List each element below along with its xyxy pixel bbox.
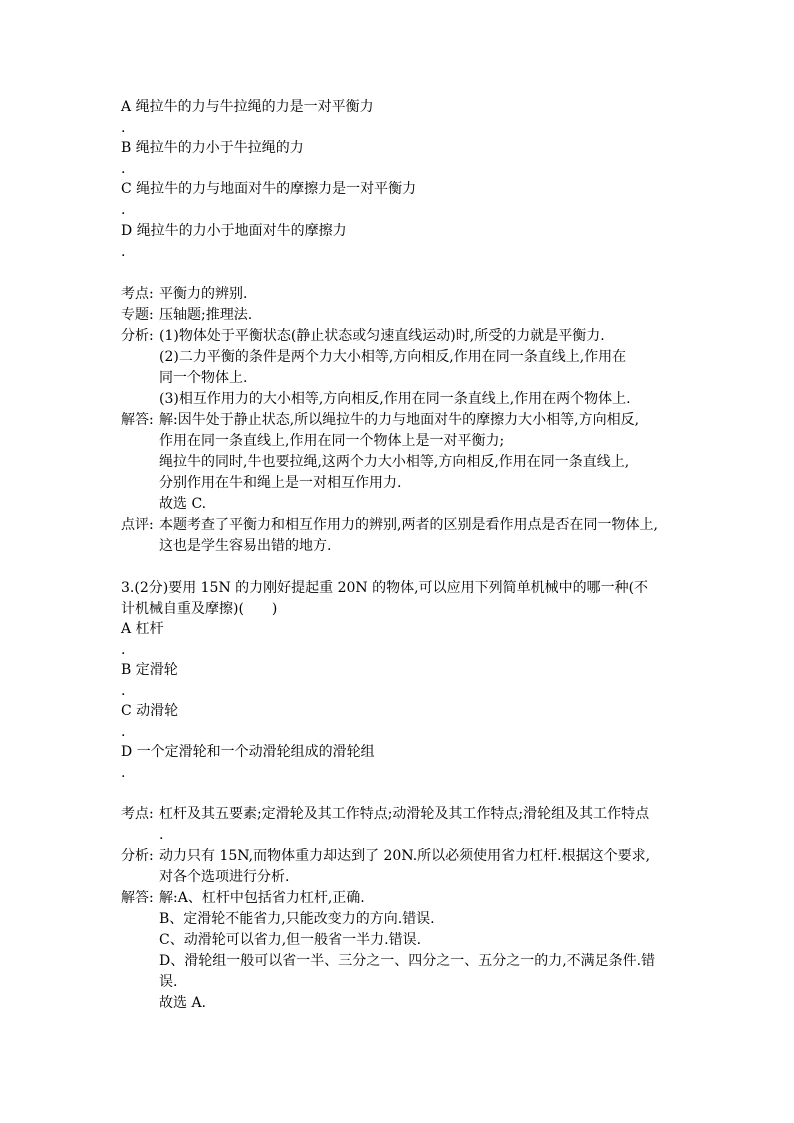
q2-option-a [121,97,374,117]
q3-option-d [121,742,375,762]
fenxi-line: (3)相互作用力的大小相等,方向相反,作用在同一条直线上,作用在两个物体上. [159,391,631,407]
fenxi-line: 对各个选项进行分析. [159,869,290,885]
jieda-line: 故选 A. [159,995,207,1011]
kaodian-continuation: . [159,827,164,843]
kaodian-label: 考点: [121,806,154,822]
jieda-line: D、滑轮组一般可以省一半、三分之一、四分之一、五分之一的力,不满足条件.错 [159,953,656,969]
q3-option-a [121,619,164,639]
option-letter: C [121,181,132,197]
option-text: 绳拉牛的力与地面对牛的摩擦力是一对平衡力 [136,181,417,197]
q3-jieda [121,888,365,908]
q2-jieda [121,410,639,430]
kaodian-text: 平衡力的辨别. [159,286,248,302]
jieda-line: 解:A、杠杆中包括省力杠杆,正确. [159,890,365,906]
jieda-line: B、定滑轮不能省力,只能改变力的方向.错误. [159,911,435,927]
jieda-line: 分别作用在牛和绳上是一对相互作用力. [159,475,402,491]
zhuanti-text: 压轴题;推理法. [159,307,253,323]
jieda-label: 解答: [121,412,154,428]
q2-dianping [121,515,658,535]
option-letter: D [121,223,133,239]
jieda-line: 解:因牛处于静止状态,所以绳拉牛的力与地面对牛的摩擦力大小相等,方向相反, [159,412,640,428]
dianping-label: 点评: [121,517,154,533]
q2-zhuanti [121,305,252,325]
option-text: 绳拉牛的力与牛拉绳的力是一对平衡力 [135,99,374,115]
option-letter: C [121,703,132,719]
option-text: 定滑轮 [135,662,178,678]
fenxi-label: 分析: [121,848,154,864]
jieda-line: C、动滑轮可以省力,但一般省一半力.错误. [159,932,422,948]
option-letter: B [121,662,132,678]
q2-kaodian [121,284,247,304]
option-dot: . [121,683,126,699]
q3-fenxi [121,846,650,866]
option-dot: . [121,161,126,177]
option-text: 一个定滑轮和一个动滑轮组成的滑轮组 [136,744,375,760]
q3-stem-line2: 计机械自重及摩擦)( ) [121,601,278,617]
fenxi-line: 动力只有 15N,而物体重力却达到了 20N.所以必须使用省力杠杆.根据这个要求, [159,848,651,864]
jieda-label: 解答: [121,890,154,906]
option-dot: . [121,120,126,136]
option-dot: . [121,642,126,658]
q2-option-d [121,221,347,241]
q2-option-c [121,179,416,199]
q2-fenxi [121,326,605,346]
option-dot: . [121,244,126,260]
dianping-line: 这也是学生容易出错的地方. [159,538,332,554]
option-dot: . [121,724,126,740]
option-letter: A [121,621,132,637]
q3-option-b [121,660,178,680]
fenxi-line: (1)物体处于平衡状态(静止状态或匀速直线运动)时,所受的力就是平衡力. [159,328,605,344]
option-text: 杠杆 [135,621,164,637]
option-text: 绳拉牛的力小于地面对牛的摩擦力 [136,223,347,239]
q3-option-c [121,701,178,721]
kaodian-text: 杠杆及其五要素;定滑轮及其工作特点;动滑轮及其工作特点;滑轮组及其工作特点 [159,806,650,822]
fenxi-line: 同一个物体上. [159,370,248,386]
jieda-line: 作用在同一条直线上,作用在同一个物体上是一对平衡力; [159,433,505,449]
q2-option-b [121,138,304,158]
option-text: 绳拉牛的力小于牛拉绳的力 [135,140,304,156]
jieda-line: 故选 C. [159,496,207,512]
kaodian-label: 考点: [121,286,154,302]
option-letter: D [121,744,133,760]
zhuanti-label: 专题: [121,307,154,323]
option-dot: . [121,202,126,218]
jieda-line: 误. [159,974,178,990]
q3-stem-line1: 3.(2分)要用 15N 的力刚好提起重 20N 的物体,可以应用下列简单机械中的哪一种(不 [121,580,649,596]
fenxi-label: 分析: [121,328,154,344]
jieda-line: 绳拉牛的同时,牛也要拉绳,这两个力大小相等,方向相反,作用在同一条直线上, [159,454,630,470]
option-letter: A [121,99,132,115]
option-dot: . [121,765,126,781]
fenxi-line: (2)二力平衡的条件是两个力大小相等,方向相反,作用在同一条直线上,作用在 [159,349,627,365]
dianping-line: 本题考查了平衡力和相互作用力的辨别,两者的区别是看作用点是否在同一物体上, [159,517,658,533]
q3-kaodian [121,804,649,824]
option-text: 动滑轮 [136,703,179,719]
option-letter: B [121,140,132,156]
